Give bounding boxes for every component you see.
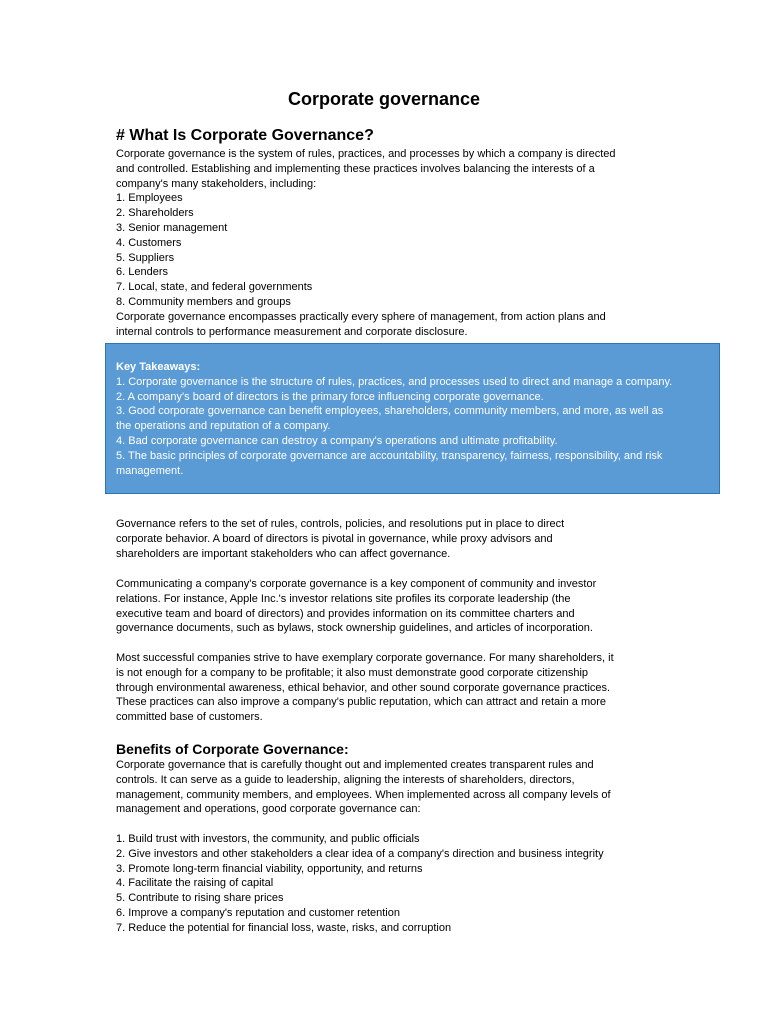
text-line: corporate behavior. A board of directors is pivotal in governance, while proxy advisors and [116,532,553,545]
text-line: 8. Community members and groups [116,295,291,308]
text-line: 4. Bad corporate governance can destroy a company's operations and ultimate profitability. [116,434,558,447]
document-title: Corporate governance [287,89,481,109]
section-heading-what-is: # What Is Corporate Governance? [116,127,374,144]
text-line: 4. Customers [116,236,182,249]
text-line: relations. For instance, Apple Inc.'s investor relations site profiles its corporate leadership (the [116,592,571,605]
text-line: the operations and reputation of a company. [116,420,331,433]
text-line: is not enough for a company to be profitable; it also must demonstrate good corporate citizenship [116,666,589,679]
text-line: 2. Give investors and other stakeholders a clear idea of a company's direction and business integrity [116,847,604,860]
text-line: executive team and board of directors) and provides information on its committee charters and [116,607,575,620]
text-line: 5. The basic principles of corporate governance are accountability, transparency, fairness, responsibility, and risk [116,449,663,462]
text-line: controls. It can serve as a guide to leadership, aligning the interests of shareholders, directors, [116,773,575,786]
text-line: governance documents, such as bylaws, stock ownership guidelines, and articles of incorporation. [116,622,593,635]
text-line: Corporate governance that is carefully thought out and implemented creates transparent rules and [116,759,594,771]
text-line: 7. Local, state, and federal governments [116,281,313,294]
text-line: 1. Build trust with investors, the community, and public officials [116,833,420,845]
text-line: and controlled. Establishing and implementing these practices involves balancing the interests of a [116,162,595,175]
text-line: 1. Corporate governance is the structure of rules, practices, and processes used to direct and manage a company. [116,375,673,388]
text-line: management, community members, and employees. When implemented across all company levels of [116,788,611,801]
text-line: 3. Promote long-term financial viability, opportunity, and returns [116,862,423,875]
text-line: Communicating a company's corporate governance is a key component of community and investor [116,578,597,590]
text-line: committed base of customers. [116,711,263,724]
text-line: 3. Good corporate governance can benefit employees, shareholders, community members, and more, as well as [116,405,664,418]
text-line: management. [116,464,184,477]
text-line: Most successful companies strive to have exemplary corporate governance. For many shareholders, it [116,652,614,664]
text-line: Corporate governance is the system of rules, practices, and processes by which a company is directed [116,148,616,160]
text-line: Governance refers to the set of rules, controls, policies, and resolutions put in place to direct [116,518,565,530]
text-line: shareholders are important stakeholders who can affect governance. [116,547,451,560]
text-line: 2. A company's board of directors is the primary force influencing corporate governance. [116,390,544,403]
communicating-paragraph [116,577,656,636]
text-line: 2. Shareholders [116,207,194,220]
text-line: through environmental awareness, ethical behavior, and other sound corporate governance practices. [116,681,611,694]
governance-paragraph [116,517,656,561]
text-line: 4. Facilitate the raising of capital [116,877,274,890]
benefits-list [116,832,656,936]
section-heading-benefits: Benefits of Corporate Governance: [116,741,349,757]
benefits-paragraph [116,758,656,817]
text-line: company's many stakeholders, including: [116,177,317,190]
key-takeaways-box [105,343,720,494]
text-line: 3. Senior management [116,221,228,234]
key-takeaways-heading: Key Takeaways: [116,361,201,373]
text-line: 1. Employees [116,192,183,205]
text-line: Corporate governance encompasses practically every sphere of management, from action plans and [116,310,606,323]
key-takeaways-list [116,375,716,479]
text-line: 5. Contribute to rising share prices [116,892,284,905]
text-line: 5. Suppliers [116,251,175,264]
text-line: 7. Reduce the potential for financial loss, waste, risks, and corruption [116,921,452,934]
text-line: 6. Lenders [116,266,168,279]
text-line: internal controls to performance measurement and corporate disclosure. [116,325,468,338]
text-line: 6. Improve a company's reputation and customer retention [116,906,400,919]
successful-companies-paragraph [116,651,656,725]
intro-paragraph [116,147,656,339]
text-line: management and operations, good corporate governance can: [116,803,421,816]
text-line: These practices can also improve a company's public reputation, which can attract and retain a more [116,696,607,709]
